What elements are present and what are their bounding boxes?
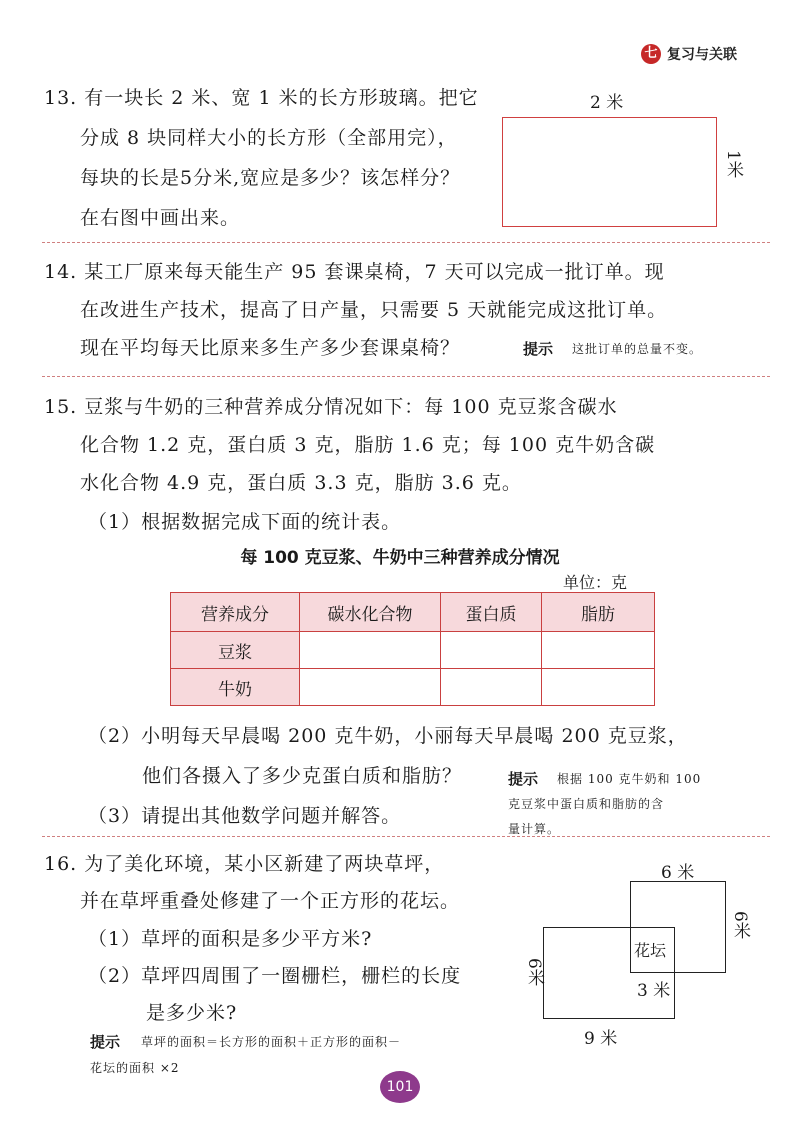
table-cell-input[interactable] (542, 632, 655, 669)
q15-hint-label: 提示 (508, 770, 539, 788)
divider-3 (42, 836, 770, 837)
divider-1 (42, 242, 770, 243)
q15-line-3: 水化合物 4.9 克，蛋白质 3.3 克，脂肪 3.6 克。 (80, 472, 522, 494)
q14-hint-text: 这批订单的总量不变。 (572, 342, 703, 356)
q16-sub-1: （1）草坪的面积是多少平方米? (88, 928, 373, 950)
q16-top-label: 6 米 (661, 863, 695, 883)
q15-sub-1: （1）根据数据完成下面的统计表。 (88, 511, 402, 533)
q13-line-2: 分成 8 块同样大小的长方形（全部用完）， (80, 127, 458, 149)
q16-left-label: 6米 (524, 958, 544, 986)
q14-line-3: 现在平均每天比原来多生产多少套课桌椅？ (80, 337, 461, 359)
table-header-cell: 蛋白质 (441, 593, 542, 632)
chapter-header (641, 44, 737, 64)
q16-hint-line-2: 花坛的面积 ×2 (90, 1061, 180, 1075)
q13-fig-side-label: 1米 (723, 150, 743, 178)
q15-hint-line-3: 量计算。 (508, 822, 561, 836)
chapter-title: 复习与关联 (667, 47, 737, 63)
table-cell-input[interactable] (441, 669, 542, 706)
table-cell-input[interactable] (441, 632, 542, 669)
q15-sub-2-line-2: 他们各摄入了多少克蛋白质和脂肪？ (142, 765, 463, 787)
q16-line-2: 并在草坪重叠处修建了一个正方形的花坛。 (80, 890, 461, 912)
q16-sub-2-line-1: （2）草坪四周围了一圈栅栏，栅栏的长度 (88, 965, 462, 987)
q14-hint-label: 提示 (523, 340, 554, 358)
table-row-header: 牛奶 (171, 669, 300, 706)
table-header-row (171, 593, 655, 632)
table-header-cell: 碳水化合物 (300, 593, 441, 632)
q16-line-1: 16. 为了美化环境，某小区新建了两块草坪， (44, 853, 445, 875)
table-row (171, 669, 655, 706)
q15-hint-line-2: 克豆浆中蛋白质和脂肪的含 (508, 797, 665, 811)
flower-bed-label: 花坛 (634, 941, 667, 960)
q15-table-unit: 单位：克 (563, 573, 628, 592)
q16-hint-label: 提示 (90, 1033, 121, 1051)
table-row-header: 豆浆 (171, 632, 300, 669)
q13-fig-top-label: 2 米 (590, 93, 624, 113)
q13-line-3: 每块的长是5分米,宽应是多少？该怎样分？ (80, 167, 461, 189)
q15-table-title: 每 100 克豆浆、牛奶中三种营养成分情况 (240, 548, 560, 568)
table-header-cell: 脂肪 (542, 593, 655, 632)
q16-right-label: 6米 (730, 911, 750, 939)
q15-line-1: 15. 豆浆与牛奶的三种营养成分情况如下：每 100 克豆浆含碳水 (44, 396, 618, 418)
table-header-cell: 营养成分 (171, 593, 300, 632)
q13-line-1: 13. 有一块长 2 米、宽 1 米的长方形玻璃。把它 (44, 87, 479, 109)
q16-inner-dim: 3 米 (637, 981, 671, 1001)
q15-line-2: 化合物 1.2 克，蛋白质 3 克，脂肪 1.6 克；每 100 克牛奶含碳 (80, 434, 656, 456)
q15-sub-3: （3）请提出其他数学问题并解答。 (88, 805, 402, 827)
chapter-badge: 七 (641, 44, 661, 64)
q16-hint-line-1: 草坪的面积＝长方形的面积＋正方形的面积－ (141, 1035, 402, 1049)
divider-2 (42, 376, 770, 377)
q15-sub-2-line-1: （2）小明每天早晨喝 200 克牛奶，小丽每天早晨喝 200 克豆浆， (88, 725, 688, 747)
q14-line-1: 14. 某工厂原来每天能生产 95 套课桌椅，7 天可以完成一批订单。现 (44, 261, 665, 283)
table-row (171, 632, 655, 669)
q16-sub-2-line-2: 是多少米? (146, 1002, 238, 1024)
q14-line-2: 在改进生产技术，提高了日产量，只需要 5 天就能完成这批订单。 (80, 299, 668, 321)
q15-hint-line-1: 根据 100 克牛奶和 100 (557, 772, 702, 786)
q16-bottom-label: 9 米 (584, 1029, 618, 1049)
table-cell-input[interactable] (300, 632, 441, 669)
table-cell-input[interactable] (300, 669, 441, 706)
q13-glass-rectangle[interactable] (502, 117, 717, 227)
nutrition-table (170, 592, 655, 706)
page-number: 101 (380, 1071, 420, 1103)
q13-line-4: 在右图中画出来。 (80, 207, 241, 229)
table-cell-input[interactable] (542, 669, 655, 706)
